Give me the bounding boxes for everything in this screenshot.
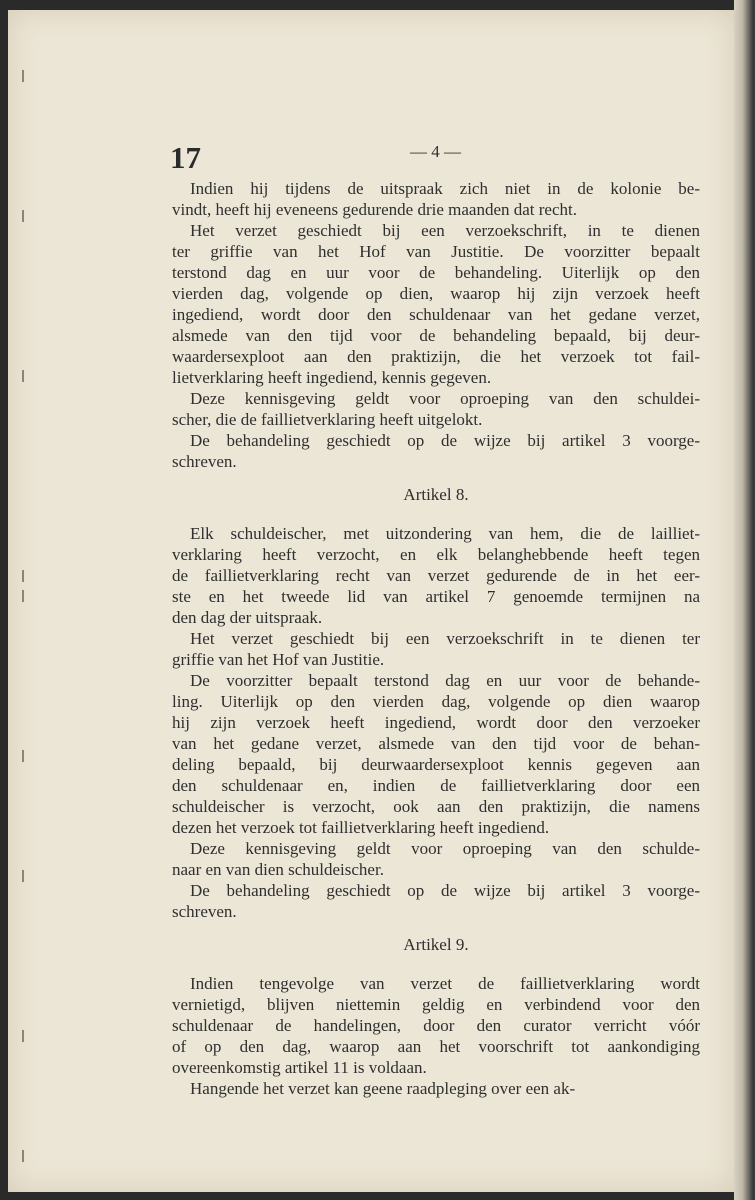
text-line: schuldeischer is verzocht, ook aan den praktizijn, die namens bbox=[172, 797, 700, 816]
text-line: Deze kennisgeving geldt voor oproeping van den schuldei- bbox=[190, 389, 700, 408]
text-line: ste en het tweede lid van artikel 7 genoemde termijnen na bbox=[172, 587, 700, 606]
text-line: naar en van dien schuldeischer. bbox=[172, 860, 384, 879]
text-line: waardersexploot aan den praktizijn, die het verzoek tot fail- bbox=[172, 347, 700, 366]
article9-heading: Artikel 9. bbox=[403, 935, 469, 954]
text-line: Het verzet geschiedt bij een verzoekschrift, in te dienen bbox=[190, 221, 700, 240]
text-line: ter griffie van het Hof van Justitie. De voorzitter bepaalt bbox=[172, 242, 700, 261]
paragraph bbox=[172, 880, 700, 922]
page-number: 17 bbox=[170, 140, 201, 175]
text-line: van het gedane verzet, alsmede van den tijd voor de behan- bbox=[172, 734, 700, 753]
text-line: Indien hij tijdens de uitspraak zich niet in de kolonie be- bbox=[190, 179, 700, 198]
text-line: Elk schuldeischer, met uitzondering van hem, die de lailliet- bbox=[190, 524, 700, 543]
text-line: ling. Uiterlijk op den vierden dag, volgende op dien waarop bbox=[172, 692, 700, 711]
paragraph bbox=[172, 178, 700, 220]
text-line: verklaring heeft verzocht, en elk belanghebbende heeft tegen bbox=[172, 545, 700, 564]
running-head: — 4 — bbox=[410, 142, 461, 161]
text-line: Indien tengevolge van verzet de faillietverklaring wordt bbox=[190, 974, 700, 993]
article8-heading: Artikel 8. bbox=[403, 485, 469, 504]
text-line: griffie van het Hof van Justitie. bbox=[172, 650, 385, 669]
paragraph bbox=[172, 628, 700, 670]
paragraph bbox=[172, 388, 700, 430]
text-line: of op den dag, waarop aan het voorschrift tot aankondiging bbox=[172, 1037, 700, 1056]
text-line: hij zijn verzoek heeft ingediend, wordt door den verzoeker bbox=[172, 713, 700, 732]
page-body bbox=[172, 178, 700, 1099]
text-line: schreven. bbox=[172, 452, 237, 471]
text-line: Het verzet geschiedt bij een verzoekschrift in te dienen ter bbox=[190, 629, 700, 648]
text-line: overeenkomstig artikel 11 is voldaan. bbox=[172, 1058, 427, 1077]
text-line: vindt, heeft hij eveneens gedurende drie maanden dat recht. bbox=[172, 200, 577, 219]
paragraph bbox=[172, 523, 700, 628]
text-line: scher, die de faillietverklaring heeft uitgelokt. bbox=[172, 410, 483, 429]
text-line: vernietigd, blijven niettemin geldig en verbindend voor den bbox=[172, 995, 700, 1014]
text-line: alsmede van den tijd voor de behandeling bepaald, bij deur- bbox=[172, 326, 700, 345]
paragraph bbox=[172, 430, 700, 472]
text-line: ingediend, wordt door den schuldenaar van het gedane verzet, bbox=[172, 305, 700, 324]
text-line: de faillietverklaring recht van verzet gedurende de in het eer- bbox=[172, 566, 700, 585]
text-line: dezen het verzoek tot faillietverklaring heeft ingediend. bbox=[172, 818, 550, 837]
text-line: deling bepaald, bij deurwaardersexploot kennis gegeven aan bbox=[172, 755, 700, 774]
paragraph bbox=[172, 1078, 700, 1099]
page-header bbox=[170, 140, 700, 180]
paragraph bbox=[172, 973, 700, 1078]
paragraph bbox=[172, 670, 700, 838]
text-line: den dag der uitspraak. bbox=[172, 608, 323, 627]
text-line: De behandeling geschiedt op de wijze bij artikel 3 voorge- bbox=[190, 881, 700, 900]
text-line: schreven. bbox=[172, 902, 237, 921]
text-line: den schuldenaar en, indien de faillietverklaring door een bbox=[172, 776, 700, 795]
text-line: vierden dag, volgende op dien, waarop hij zijn verzoek heeft bbox=[172, 284, 700, 303]
text-line: Hangende het verzet kan geene raadpleging over een ak- bbox=[190, 1079, 576, 1098]
text-line: schuldenaar de handelingen, door den curator verricht vóór bbox=[172, 1016, 700, 1035]
paragraph bbox=[172, 220, 700, 388]
text-line: De behandeling geschiedt op de wijze bij artikel 3 voorge- bbox=[190, 431, 700, 450]
text-line: terstond dag en uur voor de behandeling. Uiterlijk op den bbox=[172, 263, 700, 282]
text-line: Deze kennisgeving geldt voor oproeping van den schulde- bbox=[190, 839, 700, 858]
paragraph bbox=[172, 838, 700, 880]
text-line: lietverklaring heeft ingediend, kennis gegeven. bbox=[172, 368, 492, 387]
page-edge bbox=[734, 0, 755, 1200]
text-line: De voorzitter bepaalt terstond dag en uur voor de behande- bbox=[190, 671, 700, 690]
